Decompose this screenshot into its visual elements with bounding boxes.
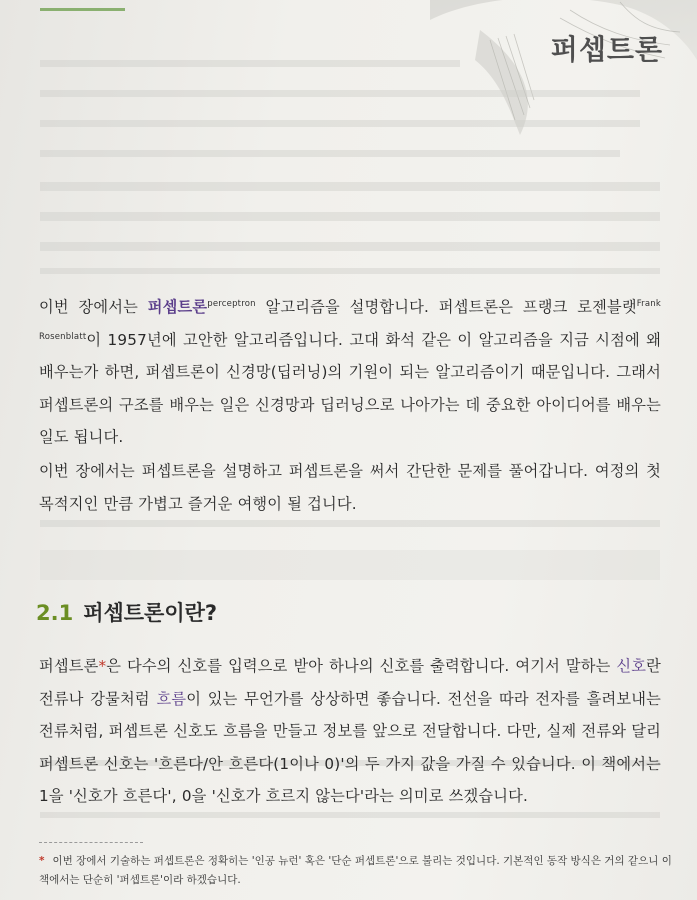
footnote-star: * xyxy=(39,855,45,867)
intro-text: 이 1957년에 고안한 알고리즘입니다. 고대 화석 같은 이 알고리즘을 지금 시점에 왜 배우는가 하면, 퍼셉트론이 신경망(딥러닝)의 기원이 되는 알고리즘이기 때문입니다. 그래서 퍼셉트론의 구조를 배우는 일은 신경망과 딥러닝으로 나아가는 데 중요한 아이디어를 배우는 일도 됩니다. xyxy=(39,330,661,446)
header-accent-line xyxy=(40,8,125,11)
fossil-fish-illustration xyxy=(420,0,697,150)
intro-text: 이번 장에서는 xyxy=(39,298,148,316)
name-rosenblatt: Rosenblatt xyxy=(39,331,87,342)
intro-paragraph-1 xyxy=(39,291,661,454)
body-text: 퍼셉트론 xyxy=(39,657,99,675)
term-perceptron-english: perceptron xyxy=(207,298,256,309)
term-signal: 신호 xyxy=(616,657,647,675)
section-number: 2.1 xyxy=(36,601,74,625)
term-perceptron: 퍼셉트론 xyxy=(147,298,208,316)
intro-paragraph-2: 이번 장에서는 퍼셉트론을 설명하고 퍼셉트론을 써서 간단한 문제를 풀어갑니다. 여정의 첫 목적지인 만큼 가볍고 즐거운 여행이 될 겁니다. xyxy=(39,462,661,513)
intro-text: 알고리즘을 설명합니다. 퍼셉트론은 프랭크 로젠블랫 xyxy=(255,298,637,316)
footnote-marker: * xyxy=(98,657,107,675)
name-frank: Frank xyxy=(636,298,661,309)
section-title: 퍼셉트론이란? xyxy=(83,601,218,625)
body-paragraph xyxy=(39,650,661,813)
term-flow: 흐름 xyxy=(156,689,187,708)
body-text: 이 있는 무언가를 상상하면 좋습니다. 전선을 따라 전자를 흘려보내는 전류처럼, 퍼셉트론 신호도 흐름을 만들고 정보를 앞으로 전달합니다. 다만, 실제 전류와 달리 퍼셉트론 신호는 '흐른다/안 흐른다(1이나 0)'의 두 가지 값을 가질 수 있습니다. 이 책에서는 1을 '신호가 흐른다', 0을 '신호가 흐르지 않는다'라는 의미로 쓰겠습니다. xyxy=(39,689,662,805)
chapter-title: 퍼셉트론 xyxy=(550,33,663,66)
footnote-divider xyxy=(39,842,143,843)
section-heading xyxy=(36,597,217,627)
body-text: 란 전류나 강물처럼 xyxy=(39,657,661,708)
body-text: 은 다수의 신호를 입력으로 받아 하나의 신호를 출력합니다. 여기서 말하는 xyxy=(106,657,617,675)
footnote-text: 이번 장에서 기술하는 퍼셉트론은 정확히는 '인공 뉴런' 혹은 '단순 퍼셉트론'으로 불리는 것입니다. 기본적인 동작 방식은 거의 같으니 이 책에서는 단순히 '퍼셉트론'이라 하겠습니다. xyxy=(39,855,672,886)
footnote xyxy=(39,852,679,890)
